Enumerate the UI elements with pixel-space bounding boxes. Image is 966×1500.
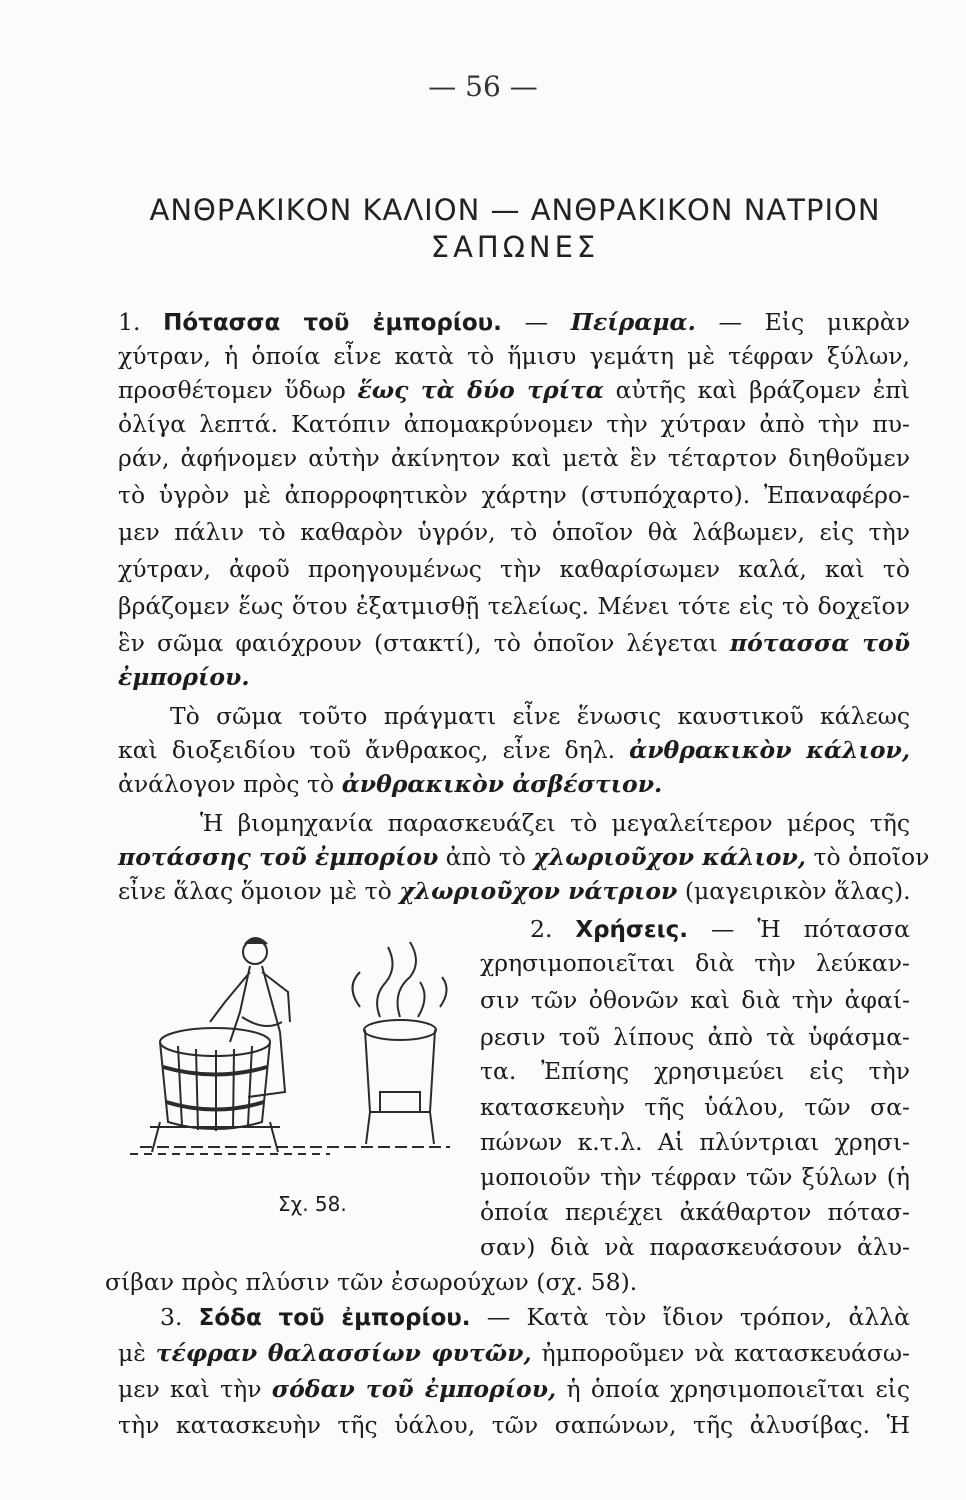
emphasis: ἕως τὰ δύο τρίτα xyxy=(357,376,604,404)
text-line: Τὸ σῶμα τοῦτο πράγματι εἶνε ἕνωσις καυστικοῦ κάλεως xyxy=(170,702,910,730)
text-line xyxy=(118,874,910,908)
text-line: χύτραν, ἡ ὁποία εἶνε κατὰ τὸ ἥμισυ γεμάτη μὲ τέφραν ξύλων, xyxy=(118,342,910,370)
text-line xyxy=(118,1372,910,1406)
text-line xyxy=(118,305,910,340)
text-line xyxy=(118,373,910,407)
text-line: μοποιοῦν τὴν τέφραν τῶν ξύλων (ἡ xyxy=(480,1163,910,1191)
section-title: Χρήσεις. xyxy=(575,917,688,943)
chapter-heading-line1: ΑΝΘΡΑΚΙΚΟΝ ΚΑΛΙΟΝ — ΑΝΘΡΑΚΙΚΟΝ ΝΑΤΡΙΟΝ xyxy=(149,193,881,227)
emphasis: τέφραν θαλασσίων φυτῶν, xyxy=(155,1339,532,1367)
text-line: ὁποία περιέχει ἀκάθαρτον πότασ- xyxy=(480,1198,910,1226)
text-run: ἀνάλογον πρὸς τὸ xyxy=(118,770,342,798)
emphasis: χλωριοῦχον νάτριον xyxy=(399,877,678,905)
text-run: (μαγειρικὸν ἅλας). xyxy=(677,877,911,905)
text-run: μεν καὶ τὴν xyxy=(118,1375,272,1403)
emphasis: ἀνθρακικὸν κάλιον, xyxy=(629,736,910,764)
text-line: σιν τῶν ὀθονῶν καὶ διὰ τὴν ἀφαί- xyxy=(480,986,910,1014)
section-number: 3. xyxy=(160,1303,199,1331)
text-run: προσθέτομεν ὕδωρ xyxy=(118,376,358,404)
emphasis: ποτάσσης τοῦ ἐμπορίου xyxy=(118,843,439,871)
text-line xyxy=(118,733,910,767)
section-number: 2. xyxy=(530,915,576,943)
emphasis: σόδαν τοῦ ἐμπορίου, xyxy=(271,1375,557,1403)
figure-laundry-illustration xyxy=(130,922,460,1172)
emphasis: πότασσα τοῦ xyxy=(729,629,910,657)
text-line xyxy=(530,912,910,947)
text-run: μὲ xyxy=(118,1339,156,1367)
emphasis: ἐμπορίου. xyxy=(118,663,250,691)
text-line: πώνων κ.τ.λ. Αἱ πλύντριαι χρησι- xyxy=(480,1128,910,1156)
text-run: ἡ ὁποία χρησιμοποιεῖται εἰς xyxy=(556,1375,910,1403)
text-line xyxy=(160,1300,910,1335)
text-line: χρησιμοποιεῖται διὰ τὴν λεύκαν- xyxy=(480,949,910,977)
text-line: τα. Ἐπίσης χρησιμεύει εἰς τὴν xyxy=(480,1057,910,1085)
text-run: καὶ διοξειδίου τοῦ ἄνθρακος, εἶνε δηλ. xyxy=(118,736,630,764)
text-line: σαν) διὰ νὰ παρασκευάσουν ἀλυ- xyxy=(480,1233,910,1261)
text-line xyxy=(118,660,910,694)
text-run: — Ἡ πότασσα xyxy=(687,915,910,943)
section-title: Σόδα τοῦ ἐμπορίου. xyxy=(198,1305,471,1331)
text-line: ὀλίγα λεπτά. Κατόπιν ἀπομακρύνομεν τὴν χύτραν ἀπὸ τὴν πυ- xyxy=(118,410,910,438)
text-run: τὸ ὁποῖον xyxy=(805,843,930,871)
text-line: Ἡ βιομηχανία παρασκευάζει τὸ μεγαλείτερον μέρος τῆς xyxy=(200,809,910,837)
text-line xyxy=(118,1336,910,1370)
section-number: 1. xyxy=(118,308,164,336)
text-run: εἶνε ἅλας ὅμοιον μὲ τὸ xyxy=(118,877,400,905)
text-run: αὐτῆς καὶ βράζομεν ἐπὶ xyxy=(603,376,910,404)
page-number: — 56 — xyxy=(428,70,538,103)
text-line: κατασκευὴν τῆς ὑάλου, τῶν σα- xyxy=(480,1093,910,1121)
text-line: τὴν κατασκευὴν τῆς ὑάλου, τῶν σαπώνων, τῆς ἀλυσίβας. Ἡ xyxy=(118,1411,910,1439)
text-line xyxy=(118,767,910,801)
text-line: τὸ ὑγρὸν μὲ ἀπορροφητικὸν χάρτην (στυπόχαρτο). Ἐπαναφέρο- xyxy=(118,481,910,509)
figure-caption: Σχ. 58. xyxy=(278,1192,347,1216)
text-line xyxy=(118,626,910,660)
text-run: — Εἰς μικρὰν xyxy=(695,308,910,336)
dash: — xyxy=(501,308,571,336)
chapter-heading-line2: ΣΑΠΩΝΕΣ xyxy=(430,230,600,264)
text-run: ἠμποροῦμεν νὰ κατασκευάσω- xyxy=(531,1339,910,1367)
emphasis: χλωριοῦχον κάλιον, xyxy=(533,843,806,871)
text-line: μεν πάλιν τὸ καθαρὸν ὑγρόν, τὸ ὁποῖον θὰ λάβωμεν, εἰς τὴν xyxy=(118,518,910,546)
text-line: ράν, ἀφήνομεν αὐτὴν ἀκίνητον καὶ μετὰ ἓν τέταρτον διηθοῦμεν xyxy=(118,444,910,472)
text-run: ἀπὸ τὸ xyxy=(438,843,534,871)
experiment-label: Πείραμα. xyxy=(570,308,696,336)
section-title: Πότασσα τοῦ ἐμπορίου. xyxy=(163,310,502,336)
text-line xyxy=(118,840,930,874)
text-line: ρεσιν τοῦ λίπους ἀπὸ τὰ ὑφάσμα- xyxy=(480,1023,910,1051)
emphasis: ἀνθρακικὸν ἀσβέστιον. xyxy=(341,770,663,798)
text-line: σίβαν πρὸς πλύσιν τῶν ἐσωρούχων (σχ. 58). xyxy=(105,1268,638,1296)
text-line: χύτραν, ἀφοῦ προηγουμένως τὴν καθαρίσωμεν καλά, καὶ τὸ xyxy=(118,555,910,583)
text-run: — Κατὰ τὸν ἴδιον τρόπον, ἀλλὰ xyxy=(470,1303,910,1331)
text-line: βράζομεν ἕως ὅτου ἐξατμισθῇ τελείως. Μένει τότε εἰς τὸ δοχεῖον xyxy=(118,592,910,620)
text-run: ἓν σῶμα φαιόχρουν (στακτί), τὸ ὁποῖον λέγεται xyxy=(118,629,730,657)
